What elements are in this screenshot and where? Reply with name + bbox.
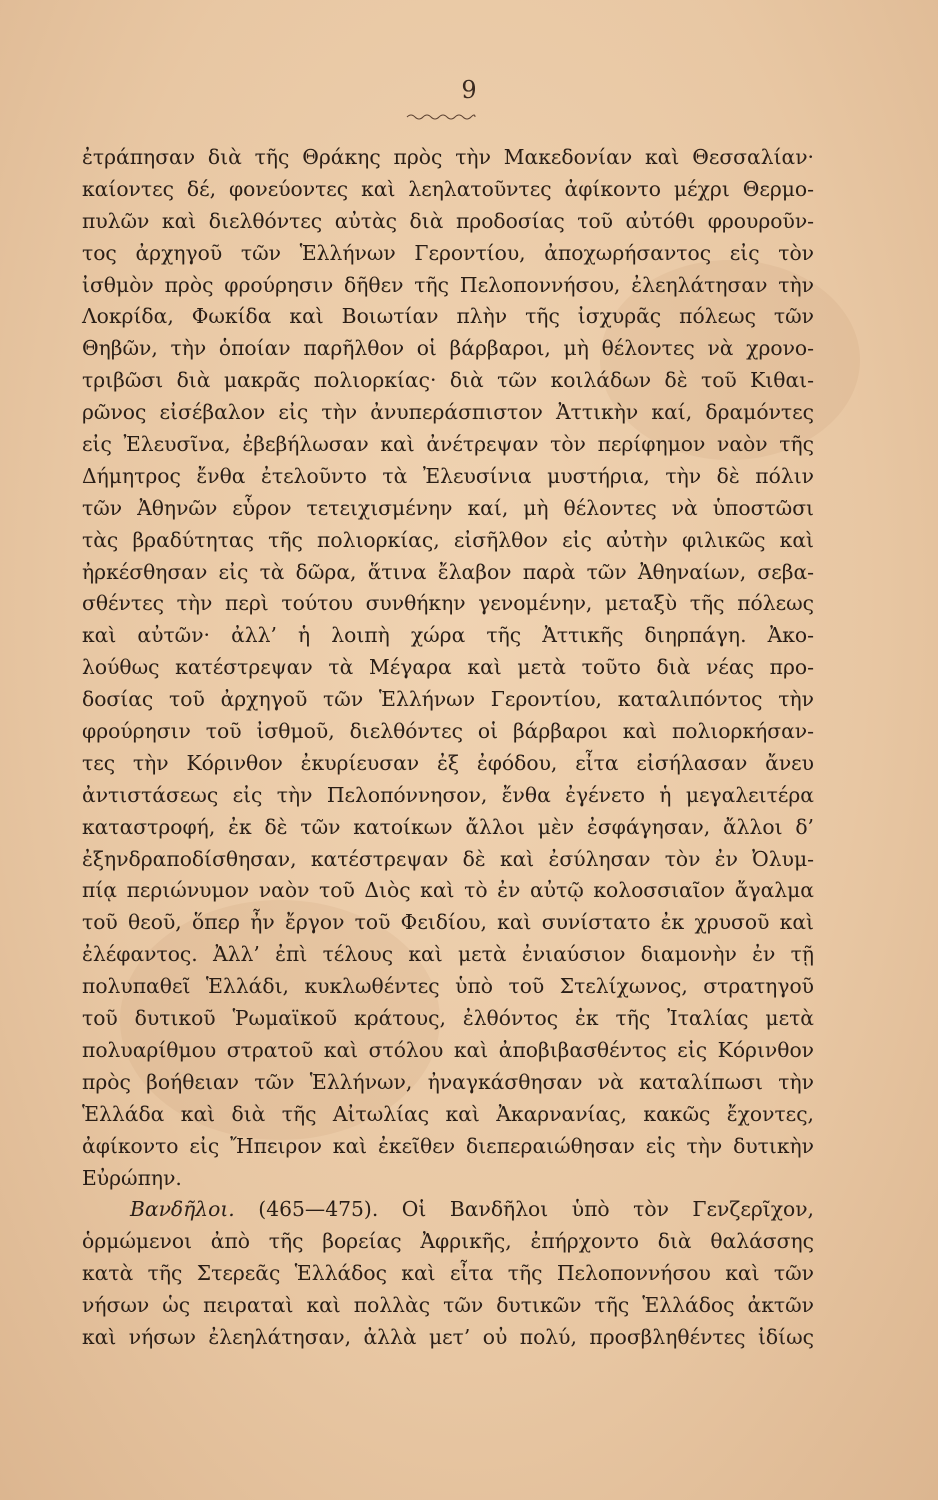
text-line: τες τὴν Κόρινθον ἐκυρίευσαν ἐξ ἐφόδου, εἶτα εἰσήλασαν ἄνευ (82, 750, 814, 775)
text-line: Ἑλλάδα καὶ διὰ τῆς Αἰτωλίας καὶ Ἀκαρνανίας, κακῶς ἔχοντες, (82, 1101, 814, 1126)
text-line: τοῦ θεοῦ, ὅπερ ἦν ἔργον τοῦ Φειδίου, καὶ συνίστατο ἐκ χρυσοῦ καὶ (82, 910, 814, 935)
text-line: δοσίας τοῦ ἀρχηγοῦ τῶν Ἑλλήνων Γεροντίου, καταλιπόντος τὴν (82, 687, 814, 712)
text-line: ἐλέφαντος. Ἀλλ’ ἐπὶ τέλους καὶ μετὰ ἐνιαύσιον διαμονὴν ἐν τῇ (82, 942, 814, 967)
text-line: Θηβῶν, τὴν ὁποίαν παρῆλθον οἱ βάρβαροι, μὴ θέλοντες νὰ χρονο- (82, 336, 814, 361)
text-line: τὰς βραδύτητας τῆς πολιορκίας, εἰσῆλθον εἰς αὐτὴν φιλικῶς καὶ (82, 527, 814, 552)
text-line: καὶ αὐτῶν· ἀλλ’ ἡ λοιπὴ χώρα τῆς Ἀττικῆς διηρπάγη. Ἀκο- (82, 623, 814, 648)
text-line: ὁρμώμενοι ἀπὸ τῆς βορείας Ἀφρικῆς, ἐπήρχοντο διὰ θαλάσσης (82, 1229, 814, 1254)
text-line: ἐξηνδραποδίσθησαν, κατέστρεψαν δὲ καὶ ἐσύλησαν τὸν ἐν Ὀλυμ- (82, 846, 814, 871)
text-line: πολυπαθεῖ Ἑλλάδι, κυκλωθέντες ὑπὸ τοῦ Στελίχωνος, στρατηγοῦ (82, 974, 814, 999)
section-first-line-text: (465—475). Οἱ Βανδῆλοι ὑπὸ τὸν Γενζερῖχον, (258, 1197, 814, 1222)
text-line: νήσων ὡς πειραταὶ καὶ πολλὰς τῶν δυτικῶν τῆς Ἑλλάδος ἀκτῶν (82, 1293, 814, 1318)
section-heading: Βανδῆλοι. (130, 1197, 235, 1222)
text-line: ἀφίκοντο εἰς Ἤπειρον καὶ ἐκεῖθεν διεπεραιώθησαν εἰς τὴν δυτικὴν (82, 1133, 814, 1158)
text-line: ἐτράπησαν διὰ τῆς Θράκης πρὸς τὴν Μακεδονίαν καὶ Θεσσαλίαν· (82, 145, 814, 169)
section-first-line (82, 1194, 814, 1226)
text-line: πίᾳ περιώνυμον ναὸν τοῦ Διὸς καὶ τὸ ἐν αὐτῷ κολοσσιαῖον ἄγαλμα (82, 878, 814, 903)
text-line: τριβῶσι διὰ μακρᾶς πολιορκίας· διὰ τῶν κοιλάδων δὲ τοῦ Κιθαι- (82, 368, 814, 393)
text-line: λούθως κατέστρεψαν τὰ Μέγαρα καὶ μετὰ τοῦτο διὰ νέας προ- (82, 655, 814, 680)
page-number: 9 (461, 76, 477, 104)
text-line: ἠρκέσθησαν εἰς τὰ δῶρα, ἅτινα ἔλαβον παρὰ τῶν Ἀθηναίων, σεβα- (82, 559, 814, 584)
text-line: Λοκρίδα, Φωκίδα καὶ Βοιωτίαν πλὴν τῆς ἰσχυρᾶς πόλεως τῶν (82, 304, 814, 329)
text-line: πολυαρίθμου στρατοῦ καὶ στόλου καὶ ἀποβιβασθέντος εἰς Κόρινθον (82, 1037, 814, 1062)
text-line: ρῶνος εἰσέβαλον εἰς τὴν ἀνυπεράσπιστον Ἀττικὴν καί, δραμόντες (82, 400, 814, 425)
text-line: καίοντες δέ, φονεύοντες καὶ λεηλατοῦντες ἀφίκοντο μέχρι Θερμο- (82, 176, 814, 201)
text-line: ἰσθμὸν πρὸς φρούρησιν δῆθεν τῆς Πελοποννήσου, ἐλεηλάτησαν τὴν (82, 272, 814, 297)
text-line: Δήμητρος ἔνθα ἐτελοῦντο τὰ Ἐλευσίνια μυστήρια, τὴν δὲ πόλιν (82, 463, 814, 488)
text-line: τος ἀρχηγοῦ τῶν Ἑλλήνων Γεροντίου, ἀποχωρήσαντος εἰς τὸν (82, 240, 814, 265)
text-line: Εὐρώπην. (82, 1165, 182, 1190)
text-line: καὶ νήσων ἐλεηλάτησαν, ἀλλὰ μετ’ οὐ πολύ, προσβληθέντες ἰδίως (82, 1324, 814, 1349)
text-line: ἀντιστάσεως εἰς τὴν Πελοπόννησον, ἔνθα ἐγένετο ἡ μεγαλειτέρα (82, 782, 814, 807)
text-line: καταστροφή, ἐκ δὲ τῶν κατοίκων ἄλλοι μὲν ἐσφάγησαν, ἄλλοι δ’ (82, 814, 814, 839)
text-line: τοῦ δυτικοῦ Ῥωμαϊκοῦ κράτους, ἐλθόντος ἐκ τῆς Ἰταλίας μετὰ (82, 1006, 814, 1031)
text-line: πυλῶν καὶ διελθόντες αὐτὰς διὰ προδοσίας τοῦ αὐτόθι φρουροῦν- (82, 208, 814, 233)
text-line: φρούρησιν τοῦ ἰσθμοῦ, διελθόντες οἱ βάρβαροι καὶ πολιορκήσαν- (82, 719, 814, 744)
body-text (82, 142, 814, 1354)
text-line: τῶν Ἀθηνῶν εὗρον τετειχισμένην καί, μὴ θέλοντες νὰ ὑποστῶσι (82, 495, 814, 520)
ornament-divider (405, 112, 477, 122)
text-line: σθέντες τὴν περὶ τούτου συνθήκην γενομένην, μεταξὺ τῆς πόλεως (82, 591, 814, 616)
text-line: πρὸς βοήθειαν τῶν Ἑλλήνων, ἠναγκάσθησαν νὰ καταλίπωσι τὴν (82, 1069, 814, 1094)
text-line: κατὰ τῆς Στερεᾶς Ἑλλάδος καὶ εἶτα τῆς Πελοποννήσου καὶ τῶν (82, 1261, 814, 1286)
text-line: εἰς Ἐλευσῖνα, ἐβεβήλωσαν καὶ ἀνέτρεψαν τὸν περίφημον ναὸν τῆς (82, 432, 814, 457)
